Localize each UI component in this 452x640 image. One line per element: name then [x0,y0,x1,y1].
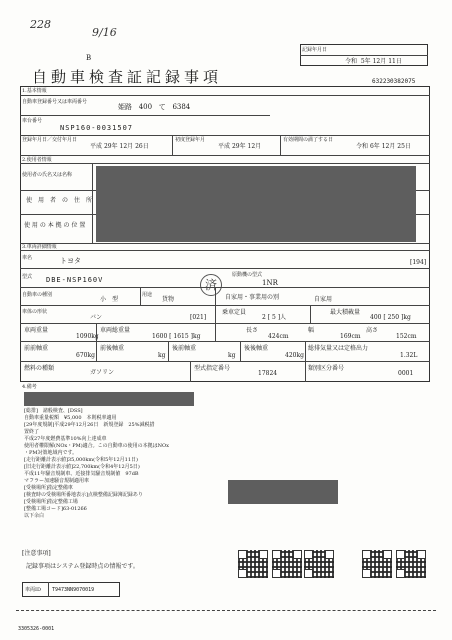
remark-line: [29年度規制]平成29年12月26日 新規登録 25%減税措 [24,422,155,428]
notice-text: 記録事項はシステム登録時点の情報です。 [26,563,139,570]
weight-label: 車両重量 [24,327,49,334]
capacity-label: 乗車定員 [222,309,247,316]
ff-axle-label: 前前軸重 [24,345,49,352]
width: 169cm [340,333,361,340]
fr-axle-label: 前後軸重 [100,345,125,352]
redacted-stamp [228,480,338,504]
ff-axle-weight: 670kg [76,352,95,359]
first-entry-value: 平成 29年 12月 [218,143,262,150]
remark-line: [総排] 諸般検査、[DSS] [24,408,83,414]
remark-line: 置終了 [24,429,40,435]
remark-line: 平成11年騒音規制車、近接排気騒音規制値 97dB [24,471,139,477]
handwritten-note-left: 228 [30,18,51,31]
maker-code: [194] [410,259,427,266]
type-cert-number: 17824 [258,370,278,377]
section3-heading: 3.車両詳細情報 [22,244,57,250]
use-label: 用途 [142,292,153,298]
user-name-label: 使用者の氏名又は名称 [22,172,73,178]
remark-line: 自動車重量税額 ¥5,000 本則税率適用 [24,415,117,421]
remark-line: ・PM対策地域内です。 [24,450,78,456]
purpose: 自家用 [314,296,333,303]
page-title: 自動車検査証記録事項 [32,68,223,86]
purpose-label: 自家用・事業用の別 [225,294,280,301]
car-id-label: 車両ID [25,587,41,593]
remark-line: 平成27年度燃費基準10%向上達成車 [24,436,107,442]
handwritten-note-right: 9/16 [92,26,117,39]
record-date-label: 記録年月日 [302,47,328,53]
remark-line: 以下余白 [24,513,45,519]
expiry-label: 有効期間の満了する日 [283,137,334,143]
qr-code [304,550,334,578]
first-reg-value: 平成 29年 12月 26日 [90,143,149,150]
doc-letter: B [86,54,92,62]
car-id: T9473NN9070019 [52,587,95,593]
remark-line: [走行距離計表示値]35,000km(令和5年12月11日) [24,457,138,463]
height-label: 高さ [366,327,379,334]
base-location-label: 使 用 の 本 拠 の 位 置 [24,222,86,229]
record-date-value: 令和 5年 12月 11日 [345,58,402,65]
rr-axle-weight: 420kg [285,352,304,359]
footer-code: 3305326-0001 [18,626,55,632]
remark-line: [検査時の受検場所番地表示]点検整備記録簿記録あり [24,492,143,498]
fuel-label: 燃料の種類 [24,365,55,372]
use: 貨物 [162,296,175,303]
model-label: 型式 [22,274,33,280]
first-reg-label: 登録年月日／交付年月日 [22,137,78,143]
redacted-user-info [96,166,416,242]
engine-model: 1NR [262,279,278,287]
chassis-number: NSP160-0031507 [60,124,134,132]
max-load: 400 [ 250 ]kg [370,314,411,321]
user-address-label: 使 用 者 の 住 所 [26,197,93,204]
redacted-remark [24,392,194,406]
length: 424cm [268,333,289,340]
maker-label: 車名 [22,255,33,261]
section1-heading: 1.基本情報 [22,88,47,94]
class-number: 0001 [398,370,414,377]
gross-weight: 1600 [ 1615 ]kg [152,333,201,340]
fuel-type: ガソリン [90,369,115,376]
remark-line: [受検場所]指定整備工場 [24,499,78,505]
reg-number: 姫路 400 て 6384 [118,103,191,111]
kind-label: 自動車の種別 [22,292,53,298]
displacement: 1.32L [400,352,418,359]
remark-line: [受検場所]指定整備車 [24,485,73,491]
reg-number-label: 自動車登録番号又は車両番号 [22,99,88,105]
class-label: 類別区分番号 [308,365,345,372]
remark-line: [旧走行距離計表示値]22,700km(令和4年12月5日) [24,464,140,470]
qr-code [238,550,268,578]
remark-line: [整備工場コード]63-01266 [24,506,87,512]
vehicle-weight: 1090kg [76,333,99,340]
type-cert-label: 型式指定番号 [194,365,231,372]
doc-number: 632230382075 [372,78,416,85]
body-code: [021] [190,314,207,321]
first-entry-label: 初度登録年月 [175,137,206,143]
section4-heading: 4.備考 [22,384,37,390]
remark-line: 使用者權限解(NOx・PM)適合。この自動車の使用の本拠はNOx [24,443,169,449]
body-label: 車体の形状 [22,309,48,315]
displacement-label: 総排気量又は定格出力 [308,345,369,352]
expiry-value: 令和 6年 12月 25日 [356,143,411,150]
rf-axle-unit: kg [228,352,236,359]
remarks-block [24,408,224,588]
height: 152cm [396,333,417,340]
section2-heading: 2.使用者情報 [22,157,52,163]
length-label: 長さ [246,327,259,334]
remark-line: マフラー加速騒音規制適用車 [24,478,90,484]
kind: 小 型 [100,296,119,303]
model: DBE-NSP160V [46,276,104,284]
notice-heading: [注意事項] [22,550,51,557]
inspection-seal: 済 [200,274,222,296]
chassis-label: 車台番号 [22,118,43,124]
qr-code [362,550,392,578]
capacity: 2 [ 5 ]人 [262,314,287,321]
width-label: 幅 [308,327,315,334]
load-label: 最大積載量 [330,309,361,316]
fr-axle-unit: kg [158,352,166,359]
engine-label: 原動機の型式 [232,272,263,278]
rr-axle-label: 後後軸重 [244,345,269,352]
maker: トヨタ [60,257,81,265]
qr-code [396,550,426,578]
qr-code [272,550,302,578]
body-shape: バン [90,314,103,321]
gross-label: 車両総重量 [100,327,131,334]
rf-axle-label: 後前軸重 [172,345,197,352]
